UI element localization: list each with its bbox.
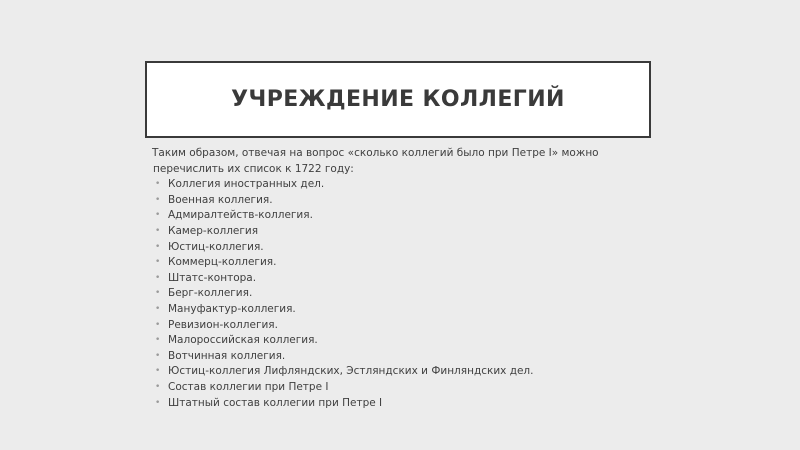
bullet-dot-icon: • xyxy=(155,288,161,299)
bullet-dot-icon: • xyxy=(155,241,161,252)
list-item xyxy=(152,286,672,302)
bullet-dot-icon: • xyxy=(155,179,161,190)
intro-line-1: Таким образом, отвечая на вопрос «сколько коллегий было при Петре I» можно xyxy=(152,147,599,159)
bullet-dot-icon: • xyxy=(155,366,161,377)
list-item-label: Ревизион-коллегия. xyxy=(168,318,278,331)
list-item xyxy=(152,240,672,256)
list-item xyxy=(152,396,672,412)
title-box xyxy=(145,61,651,138)
bullet-dot-icon: • xyxy=(155,381,161,392)
slide-title: УЧРЕЖДЕНИЕ КОЛЛЕГИЙ xyxy=(231,87,565,112)
list-item-label: Юстиц-коллегия Лифляндских, Эстляндских и Финляндских дел. xyxy=(168,365,534,378)
list-item xyxy=(152,349,672,365)
bullet-dot-icon: • xyxy=(155,257,161,268)
list-item xyxy=(152,333,672,349)
list-item-label: Адмиралтейств-коллегия. xyxy=(168,209,313,222)
list-item xyxy=(152,255,672,271)
bullet-dot-icon: • xyxy=(155,319,161,330)
slide-content xyxy=(152,146,672,411)
list-item-label: Штатс-контора. xyxy=(168,271,257,284)
bullet-dot-icon: • xyxy=(155,225,161,236)
list-item xyxy=(152,302,672,318)
intro-line-2: перечислить их список к 1722 году: xyxy=(153,162,354,175)
list-item-label: Коммерц-коллегия. xyxy=(168,256,277,269)
list-item xyxy=(152,208,672,224)
list-item xyxy=(152,193,672,209)
list-item xyxy=(152,177,672,193)
bullet-dot-icon: • xyxy=(155,335,161,346)
list-item-label: Юстиц-коллегия. xyxy=(168,240,264,253)
bullet-dot-icon: • xyxy=(155,272,161,283)
intro-paragraph xyxy=(152,146,672,177)
list-item-label: Малороссийская коллегия. xyxy=(168,334,318,347)
bullet-dot-icon: • xyxy=(155,397,161,408)
bullet-dot-icon: • xyxy=(155,194,161,205)
colleges-list xyxy=(152,177,672,411)
bullet-dot-icon: • xyxy=(155,303,161,314)
bullet-dot-icon: • xyxy=(155,210,161,221)
list-item xyxy=(152,224,672,240)
list-item-label: Состав коллегии при Петре I xyxy=(168,380,329,393)
list-item xyxy=(152,318,672,334)
list-item xyxy=(152,364,672,380)
list-item xyxy=(152,380,672,396)
list-item-label: Коллегия иностранных дел. xyxy=(168,178,325,191)
bullet-dot-icon: • xyxy=(155,350,161,361)
list-item-label: Военная коллегия. xyxy=(168,193,273,206)
list-item-label: Мануфактур-коллегия. xyxy=(168,302,296,315)
list-item-label: Берг-коллегия. xyxy=(168,287,253,300)
list-item-label: Камер-коллегия xyxy=(168,224,259,237)
list-item xyxy=(152,271,672,287)
list-item-label: Вотчинная коллегия. xyxy=(168,349,286,362)
list-item-label: Штатный состав коллегии при Петре I xyxy=(168,396,383,409)
